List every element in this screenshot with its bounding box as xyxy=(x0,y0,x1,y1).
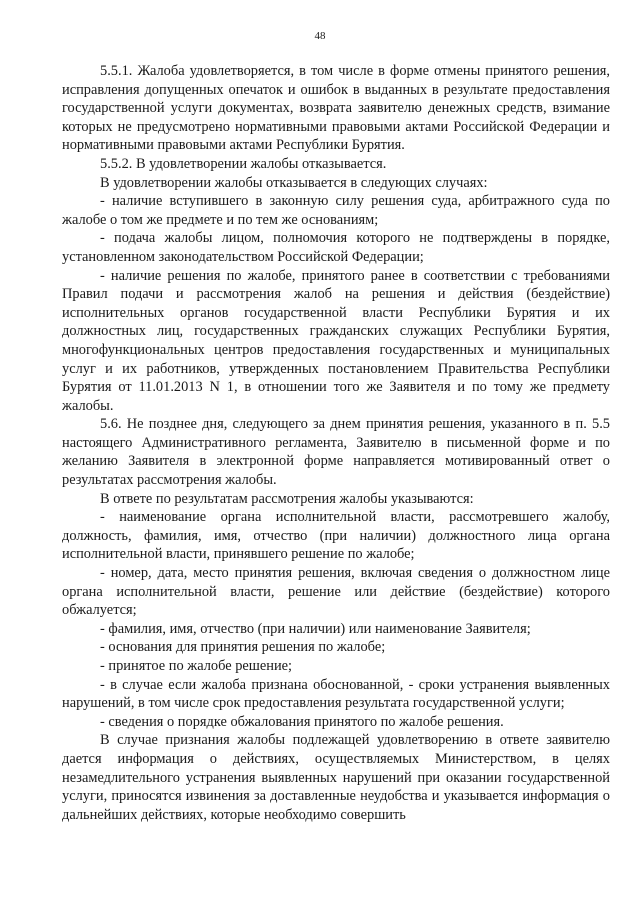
list-item-appeal-procedure: - сведения о порядке обжалования принятого по жалобе решения. xyxy=(100,713,504,730)
list-item-decision-grounds: - основания для принятия решения по жалобе; xyxy=(100,639,386,656)
page-number: 48 xyxy=(314,30,326,42)
list-item-remedy-deadlines: - в случае если жалоба признана обоснованной, - сроки устранения выявленных нарушений, в том числе срок предоставления результата государственной услуги; xyxy=(62,676,610,712)
list-item-unconfirmed-authority: - подача жалобы лицом, полномочия которого не подтверждены в порядке, установленном законодательством Российской Федерации; xyxy=(62,230,610,265)
list-item-decision-details: - номер, дата, место принятия решения, включая сведения о должностном лице органа исполнительной власти, решение или действие (бездействие) которого обжалуется; xyxy=(62,565,610,619)
paragraph-5-5-1: 5.5.1. Жалоба удовлетворяется, в том числе в форме отмены принятого решения, исправления допущенных опечаток и ошибок в выданных в результате предоставления государственной услуги документах, возврата заявителю денежных средств, взимание которых не предусмотрено нормативными правовыми актами Российской Федерации и нормативными правовыми актами Республики Бурятия. xyxy=(62,63,610,154)
paragraph-refusal-cases-intro: В удовлетворении жалобы отказывается в следующих случаях: xyxy=(100,174,488,191)
paragraph-response-contents-intro: В ответе по результатам рассмотрения жалобы указываются: xyxy=(100,490,474,507)
list-item-decision: - принятое по жалобе решение; xyxy=(100,658,293,674)
list-item-prior-decision: - наличие решения по жалобе, принятого ранее в соответствии с требованиями Правил подачи и рассмотрения жалоб на решения и действия (бездействие) исполнительных органов государственной власти Республики Бурятия и их должностных лиц, государственных гражданских служащих Республики Бурятия, многофункциональных центров предоставления государственных и муниципальных услуг и их работников, утвержденных постановлением Правительства Республики Бурятия от 11.01.2013 N 1, в отношении того же Заявителя и по тому же предмету жалобы. xyxy=(62,267,610,414)
paragraph-5-5-2: 5.5.2. В удовлетворении жалобы отказывается. xyxy=(100,155,387,172)
paragraph-complaint-upheld: В случае признания жалобы подлежащей удовлетворению в ответе заявителю дается информация о действиях, осуществляемых Министерством, в целях незамедлительного устранения выявленных нарушений при оказании государственной услуги, приносятся извинения за доставленные неудобства и указывается информация о дальнейших действиях, которые необходимо совершить xyxy=(62,732,610,823)
list-item-authority-name: - наименование органа исполнительной власти, рассмотревшего жалобу, должность, фамилия, имя, отчество (при наличии) должностного лица органа исполнительной власти, принявшего решение по жалобе; xyxy=(62,509,610,563)
list-item-court-decision: - наличие вступившего в законную силу решения суда, арбитражного суда по жалобе о том же предмете и по тем же основаниям; xyxy=(62,193,610,228)
list-item-applicant-name: - фамилия, имя, отчество (при наличии) или наименование Заявителя; xyxy=(100,620,531,637)
paragraph-5-6: 5.6. Не позднее дня, следующего за днем принятия решения, указанного в п. 5.5 настоящего Административного регламента, Заявителю в письменной форме и по желанию Заявителя в электронной форме направляется мотивированный ответ о результатах рассмотрения жалобы. xyxy=(62,416,610,489)
document-body xyxy=(62,62,610,824)
